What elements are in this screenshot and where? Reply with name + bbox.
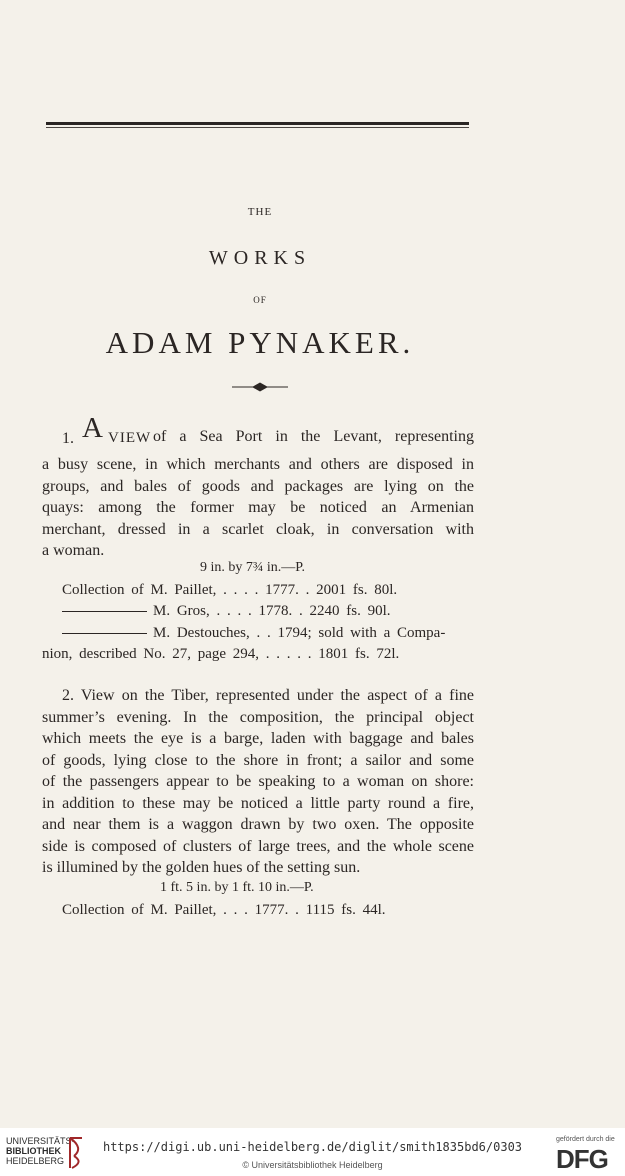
- entry-text-line: of the passengers appear to be speaking to a woman on shore:: [42, 773, 474, 790]
- entry-text-line: is illumined by the golden hues of the setting sun.: [42, 859, 361, 876]
- dfg-logo: DFG: [556, 1144, 608, 1174]
- ornament-divider-icon: [232, 381, 288, 393]
- top-rule: [46, 122, 469, 125]
- entry-1-body: [42, 454, 474, 562]
- permalink-url[interactable]: https://digi.ub.uni-heidelberg.de/diglit/smith1835bd6/0303: [102, 1140, 523, 1154]
- entry-text-line: of goods, lying close to the shore in front; a sailor and some: [42, 751, 474, 769]
- heading-works: WORKS: [208, 247, 312, 269]
- drop-letter: A: [82, 412, 103, 444]
- heading-of: OF: [253, 295, 267, 305]
- provenance-row: Collection of M. Paillet, . . . 1777. . 1115 fs. 44l.: [62, 902, 386, 918]
- entry-lead-word: VIEW: [108, 430, 152, 446]
- entry-text-line: which meets the eye is a barge, laden with baggage and bales: [42, 730, 474, 747]
- copyright-notice: © Universitätsbibliothek Heidelberg: [242, 1160, 383, 1170]
- entry-text-line: summer’s evening. In the composition, the principal object: [42, 708, 474, 726]
- entry-text-line: and near them is a waggon drawn by two oxen. The opposite: [42, 816, 474, 833]
- entry-text-line: quays: among the former may be noticed an Armenian: [42, 499, 474, 516]
- entry-1-dimensions: 9 in. by 7¾ in.—P.: [200, 560, 306, 575]
- entry-text-line: side is composed of clusters of large trees, and the whole scene: [42, 837, 474, 855]
- top-rule-thin: [46, 127, 469, 128]
- entry-text-line: groups, and bales of goods and packages are lying on the: [42, 477, 474, 495]
- entry-text-line: a woman.: [42, 542, 105, 559]
- entry-text-line: in addition to these may be noticed a little party round a fire,: [42, 794, 474, 812]
- library-logo-text: UNIVERSITÄTS- BIBLIOTHEK HEIDELBERG: [6, 1136, 75, 1166]
- entry-text-line: 2. View on the Tiber, represented under the aspect of a fine: [62, 687, 474, 704]
- funding-note: gefördert durch die: [556, 1136, 615, 1143]
- entry-number: 1.: [62, 430, 74, 447]
- provenance-row: M. Destouches, . . 1794; sold with a Compa-: [62, 625, 445, 642]
- page-title: ADAM PYNAKER.: [105, 325, 415, 360]
- entry-2-dimensions: 1 ft. 5 in. by 1 ft. 10 in.—P.: [160, 880, 314, 895]
- provenance-row: nion, described No. 27, page 294, . . . . . 1801 fs. 72l.: [42, 646, 400, 662]
- entry-text-line: a busy scene, in which merchants and others are disposed in: [42, 456, 474, 473]
- entry-text-line: merchant, dressed in a scarlet cloak, in conversation with: [42, 520, 474, 538]
- entry-2-body: [42, 685, 474, 879]
- entry-text-line: of a Sea Port in the Levant, representing: [153, 428, 474, 445]
- provenance-row: Collection of M. Paillet, . . . . 1777. . 2001 fs. 80l.: [62, 582, 398, 598]
- heading-the: THE: [247, 206, 273, 218]
- provenance-row: M. Gros, . . . . 1778. . 2240 fs. 90l.: [62, 603, 391, 620]
